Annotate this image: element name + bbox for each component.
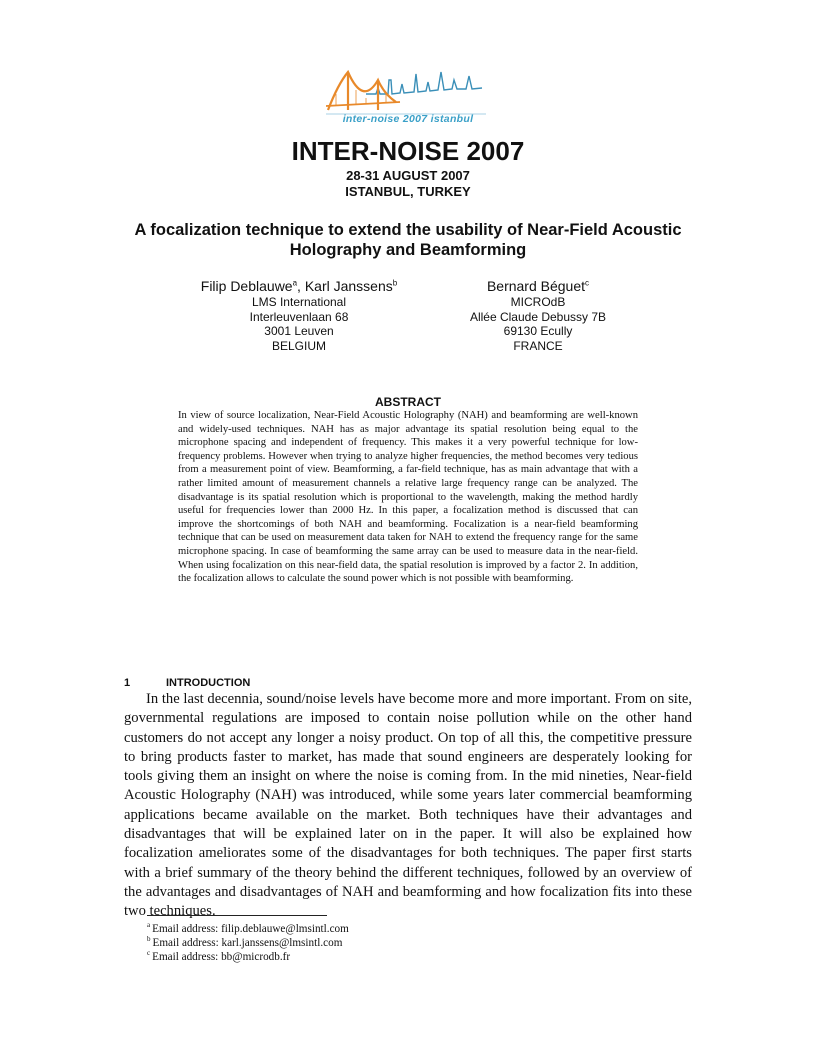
footnotes xyxy=(147,922,349,964)
affiliation-line: Interleuvenlaan 68 xyxy=(249,309,349,324)
conference-dates: 28-31 AUGUST 2007 xyxy=(346,168,470,183)
affiliation-line: 3001 Leuven xyxy=(264,324,334,338)
footnote-item: $^a$ Email address: filip.deblauwe@lmsintl.com xyxy=(147,921,349,935)
abstract-heading: ABSTRACT xyxy=(375,395,441,409)
footnote-item: $^c$ Email address: bb@microdb.fr xyxy=(147,949,291,963)
footnote-divider xyxy=(147,915,327,916)
footnote-item: $^b$ Email address: karl.janssens@lmsintl.com xyxy=(147,935,343,949)
abstract-body: In view of source localization, Near-Field Acoustic Holography (NAH) and beamforming are well-known and widely-used techniques. NAH has as major advantage its spatial resolution being equal to the microphone spacing and independent of frequency. This makes it a very powerful technique for low-frequency problems. However when trying to analyze higher frequencies, the method becomes very tedious from a measurement point of view. Beamforming, a far-field technique, has as main advantage that with a rather limited amount of measurement channels a relative large frequency range can be analyzed. The disadvantage is its spatial resolution which is proportional to the wavelength, making the method hardly useful for frequencies lower than 2000 Hz. In this paper, a focalization method is discussed that can improve the shortcomings of both NAH and beamforming. Focalization is a near-field beamforming technique that can be used on measurement data taken for NAH to extend the frequency range for the same microphone spacing. In case of beamforming the same array can be used to measure data in the near-field. When using focalization on this near-field data, the spatial resolution is improved by a factor 2. In addition, the focalization allows to calculate the sound power which is not possible with beamforming. xyxy=(178,410,638,585)
conference-location: ISTANBUL, TURKEY xyxy=(345,184,471,199)
affiliation-line: LMS International xyxy=(251,295,347,309)
affiliation-line: MICROdB xyxy=(510,295,566,309)
affiliation-line: BELGIUM xyxy=(271,338,326,353)
author-block-microdb xyxy=(428,277,648,353)
logo-text: inter-noise 2007 istanbul xyxy=(342,113,474,125)
author-block-lms xyxy=(180,277,418,353)
introduction-body: In the last decennia, sound/noise levels have become more and more important. From on site, governmental regulations are imposed to contain noise pollution while on the other hand customers do not accept any longer a noisy product. On top of all this, the competitive pressure to bring products faster to market, has made that sound engineers are desperately looking for tools giving them an insight on where the noise is coming from. In the mid nineties, Near-field Acoustic Holography (NAH) was introduced, while some years later commercial beamforming applications became available on the market. Both techniques have their advantages and disadvantages that will be explained later on in the paper. It will also be explained how focalization ameliorates some of the disadvantages for both techniques. The paper first starts with a brief summary of the theory behind the different techniques, followed by an overview of the advantages and disadvantages of NAH and beamforming and how focalization fits into these two techniques. xyxy=(124,691,692,920)
author-names: Filip Deblauwe$^a$, Karl Janssens$^b$ xyxy=(200,278,398,294)
paper-title: A focalization technique to extend the usability of Near-Field Acoustic Holography and Beamforming xyxy=(134,221,682,259)
affiliation-line: FRANCE xyxy=(513,338,563,353)
affiliation-line: 69130 Ecully xyxy=(503,324,573,338)
affiliation-line: Allée Claude Debussy 7B xyxy=(469,309,607,324)
conference-title: INTER-NOISE 2007 xyxy=(291,136,525,166)
author-names: Bernard Béguet$^c$ xyxy=(486,278,590,294)
section-number: 1 xyxy=(124,677,131,689)
section-heading-introduction xyxy=(124,677,250,689)
section-title: INTRODUCTION xyxy=(166,677,251,689)
